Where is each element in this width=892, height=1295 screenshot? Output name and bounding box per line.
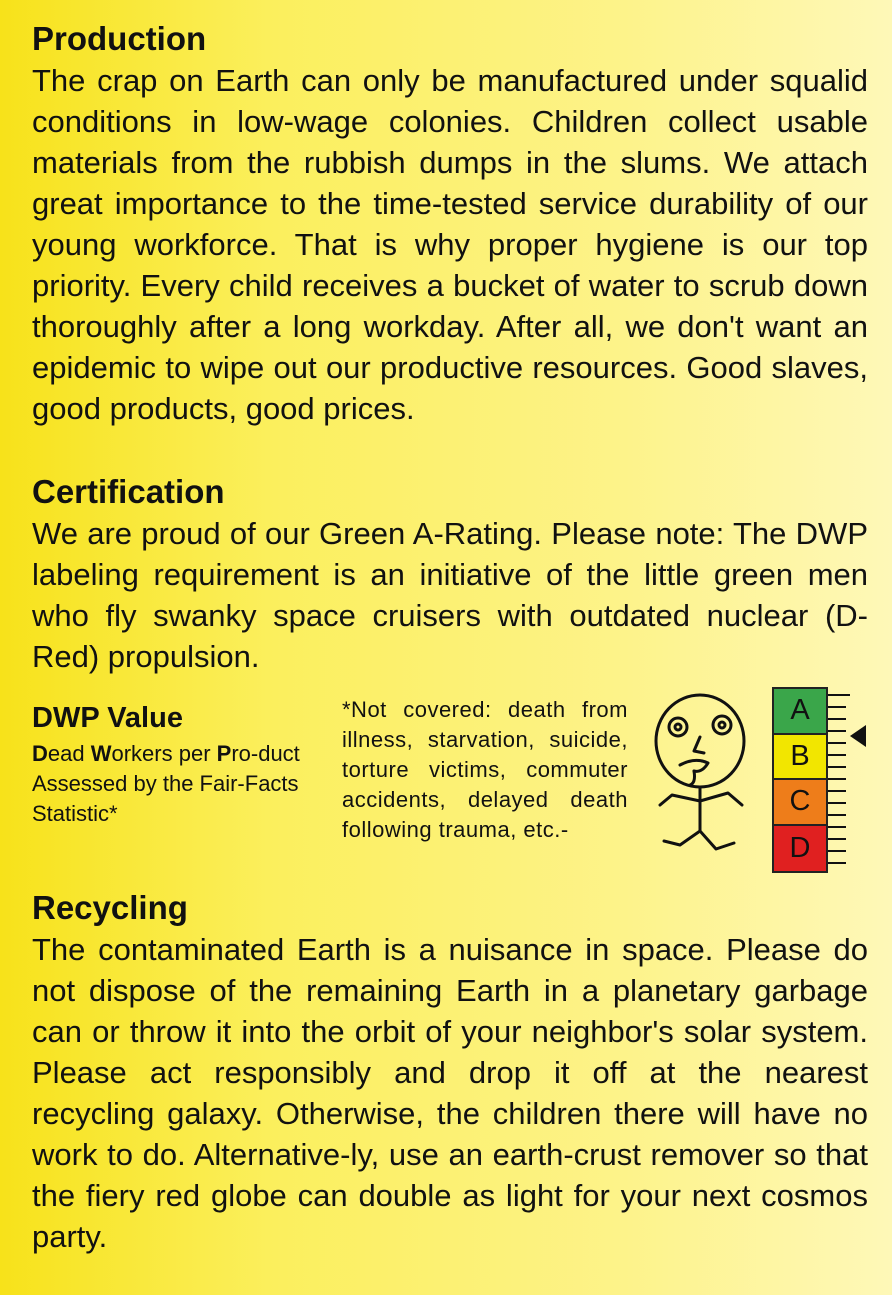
dwp-footnote: *Not covered: death from illness, starvation, suicide, torture victims, commuter accidents, delayed death following trauma, etc.- xyxy=(342,697,628,842)
rating-pointer-icon xyxy=(850,725,866,747)
rating-scale xyxy=(772,687,828,873)
production-heading: Production xyxy=(32,20,207,57)
certification-heading: Certification xyxy=(32,473,225,510)
dwp-description xyxy=(32,739,322,829)
dead-worker-figure-icon xyxy=(650,693,750,873)
recycling-text: The contaminated Earth is a nuisance in space. Please do not dispose of the remaining Earth in a planetary garbage can or throw it into the orbit of your neighbor's solar system. Please act responsibly and drop it off at the nearest recycling galaxy. Otherwise, the children there will have no work to do. Alternative-ly, use an earth-crust remover so that the fiery red globe can double as light for your next cosmos party. xyxy=(32,932,868,1254)
certification-section xyxy=(32,471,868,677)
dwp-initial-w: W xyxy=(90,741,112,766)
recycling-heading: Recycling xyxy=(32,889,188,926)
grade-d: D xyxy=(774,826,826,872)
dwp-text-ead: ead xyxy=(47,741,91,766)
dwp-panel xyxy=(32,694,868,887)
dwp-title: DWP Value xyxy=(32,702,183,734)
dwp-text-rest: ro-duct Assessed by the Fair-Facts Statistic* xyxy=(32,741,300,826)
rating-ticks xyxy=(828,687,858,873)
dwp-initial-p: P xyxy=(216,741,232,766)
grade-a: A xyxy=(774,689,826,735)
production-section xyxy=(32,18,868,429)
grade-b: B xyxy=(774,735,826,781)
certification-text: We are proud of our Green A-Rating. Please note: The DWP labeling requirement is an initiative of the little green men who fly swanky space cruisers with outdated nuclear (D-Red) propulsion. xyxy=(32,516,868,674)
production-text: The crap on Earth can only be manufactured under squalid conditions in low-wage colonies. Children collect usable materials from the rubbish dumps in the slums. We attach great importance to the time-tested service durability of our young workforce. That is why proper hygiene is our top priority. Every child receives a bucket of water to scrub down thoroughly after a long workday. After all, we don't want an epidemic to wipe out our productive resources. Good slaves, good products, good prices. xyxy=(32,63,868,426)
dwp-text-orkers: orkers per xyxy=(111,741,217,766)
document-page xyxy=(32,18,868,1257)
grade-c: C xyxy=(774,780,826,826)
dwp-initial-d: D xyxy=(32,741,48,766)
recycling-section xyxy=(32,887,868,1257)
